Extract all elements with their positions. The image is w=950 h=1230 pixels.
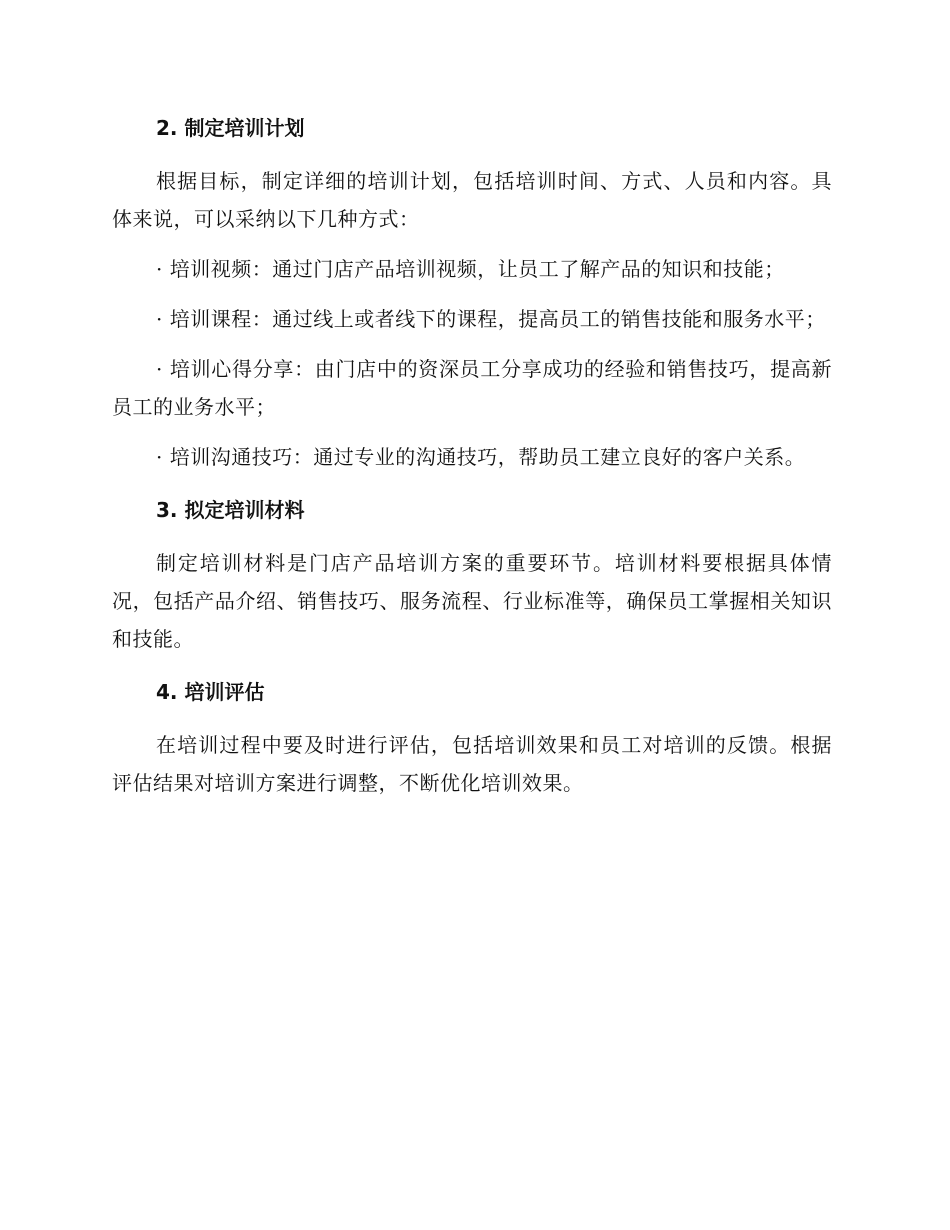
section-heading: 4. 培训评估 xyxy=(156,680,265,704)
section-3 xyxy=(112,492,832,658)
document-page xyxy=(112,110,832,814)
bullet-item: · 培训沟通技巧：通过专业的沟通技巧，帮助员工建立良好的客户关系。 xyxy=(156,445,806,469)
section-heading: 2. 制定培训计划 xyxy=(156,116,305,140)
paragraph: 在培训过程中要及时进行评估，包括培训效果和员工对培训的反馈。根据评估结果对培训方案进行调整，不断优化培训效果。 xyxy=(112,733,832,795)
bullet-item: · 培训心得分享：由门店中的资深员工分享成功的经验和销售技巧，提高新员工的业务水平； xyxy=(112,357,832,419)
bullet-item: · 培训课程：通过线上或者线下的课程，提高员工的销售技能和服务水平； xyxy=(156,307,826,331)
section-heading: 3. 拟定培训材料 xyxy=(156,498,305,522)
paragraph: 制定培训材料是门店产品培训方案的重要环节。培训材料要根据具体情况，包括产品介绍、销售技巧、服务流程、行业标准等，确保员工掌握相关知识和技能。 xyxy=(112,551,832,651)
paragraph: 根据目标，制定详细的培训计划，包括培训时间、方式、人员和内容。具体来说，可以采纳以下几种方式： xyxy=(112,169,832,231)
bullet-item: · 培训视频：通过门店产品培训视频，让员工了解产品的知识和技能； xyxy=(156,257,785,281)
section-2 xyxy=(112,110,832,476)
section-4 xyxy=(112,674,832,802)
